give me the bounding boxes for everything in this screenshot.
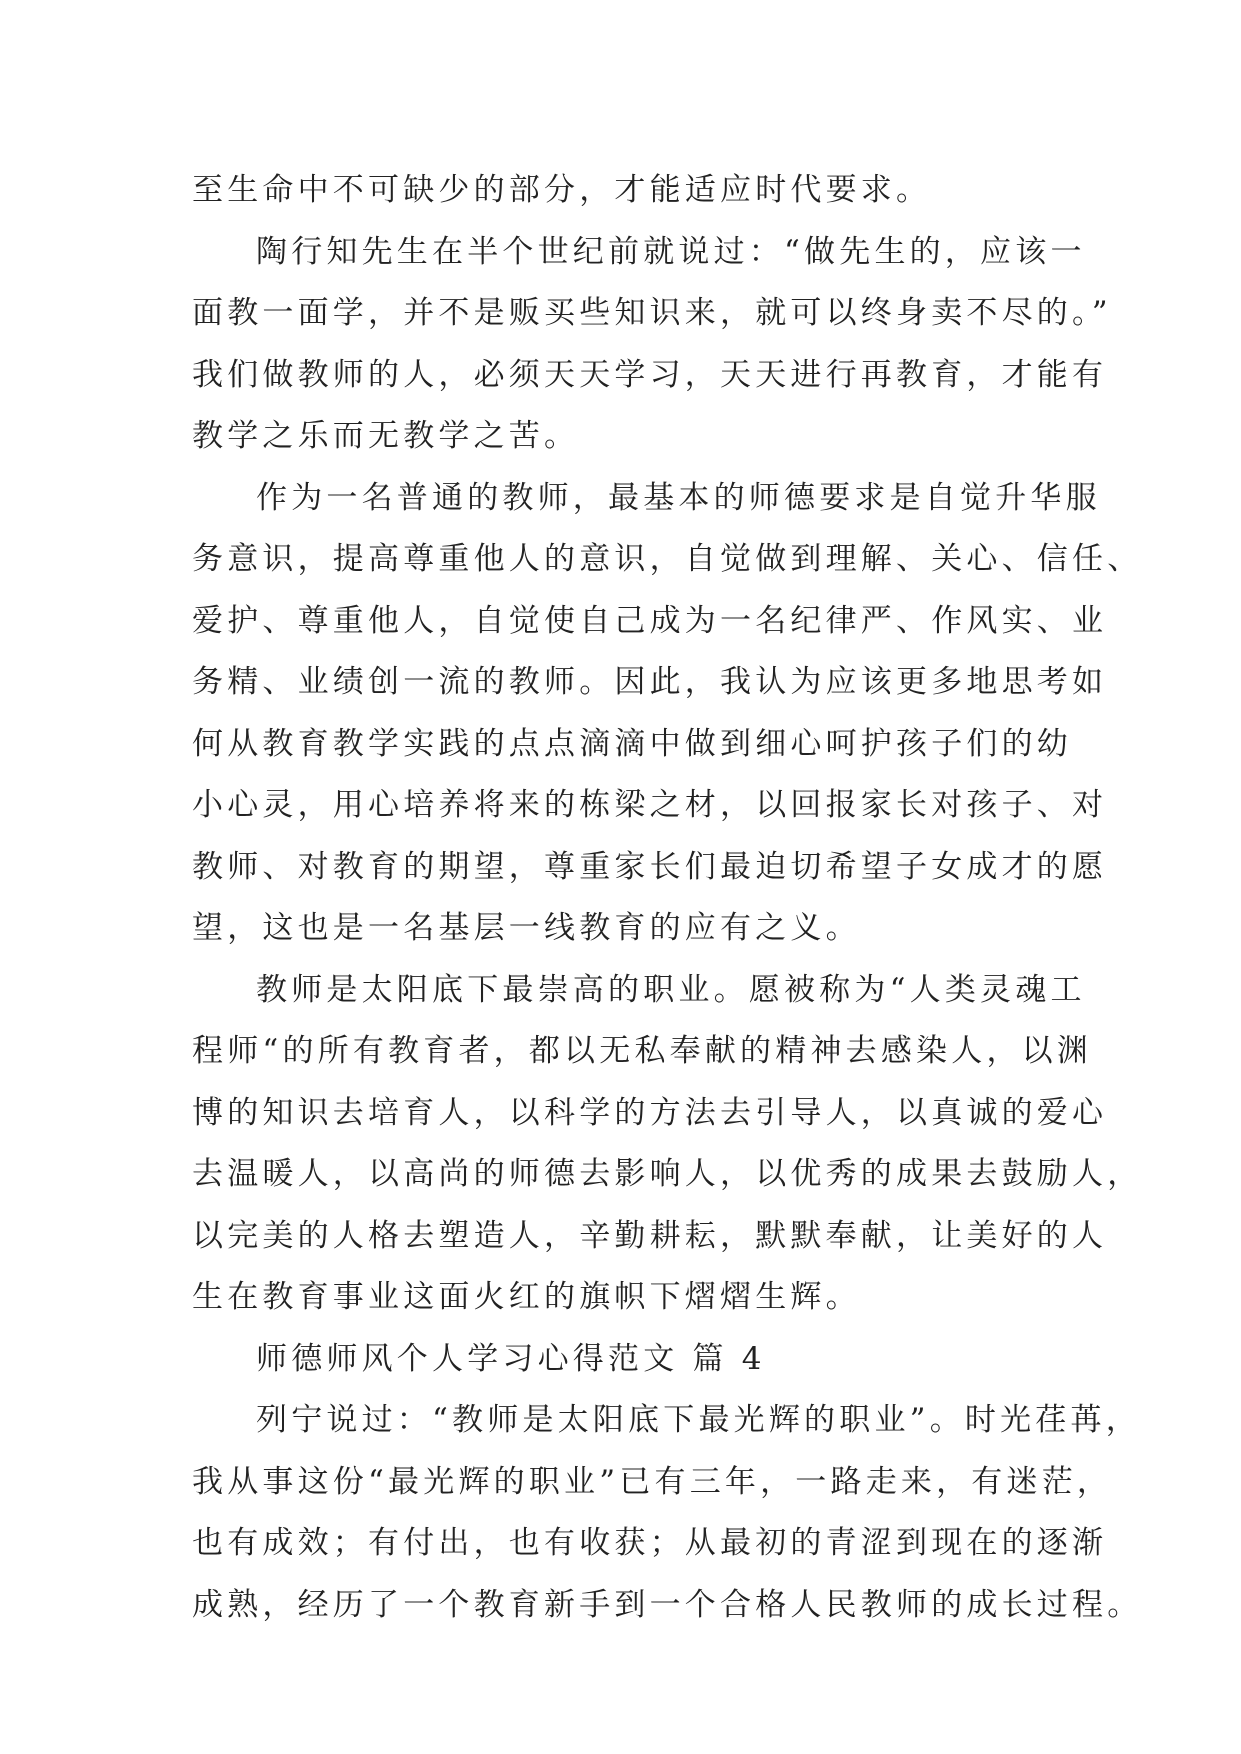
text-line: 作为一名普通的教师，最基本的师德要求是自觉升华服 [256,479,1101,516]
paragraph [192,1390,1143,1636]
text-line: 程师“的所有教育者，都以无私奉献的精神去感染人，以渊 [192,1033,1093,1069]
text-line: 何从教育教学实践的点点滴滴中做到细心呵护孩子们的幼 [192,725,1072,762]
text-line: 小心灵，用心培养将来的栋梁之材，以回报家长对孩子、对 [192,787,1108,823]
text-line: 务意识，提高尊重他人的意识，自觉做到理解、关心、信任、 [192,541,1143,577]
paragraph [192,960,1143,1329]
text-line: 望，这也是一名基层一线教育的应有之义。 [192,910,861,946]
text-line: 教师是太阳底下最崇高的职业。愿被称为“人类灵魂工 [256,971,1086,1008]
text-line: 我从事这份“最光辉的职业”已有三年，一路走来，有迷茫， [192,1463,1113,1500]
paragraph [192,160,1062,222]
text-line: 师德师风个人学习心得范文 篇 4 [256,1340,766,1377]
text-line: 至生命中不可缺少的部分，才能适应时代要求。 [192,172,932,208]
document-body [192,160,1143,1636]
text-line: 博的知识去培育人，以科学的方法去引导人，以真诚的爱心 [192,1094,1108,1131]
text-line: 以完美的人格去塑造人，辛勤耕耘，默默奉献，让美好的人 [192,1217,1108,1254]
text-line: 务精、业绩创一流的教师。因此，我认为应该更多地思考如 [192,664,1108,700]
text-line: 陶行知先生在半个世纪前就说过：“做先生的，应该一 [256,233,1086,270]
text-line: 列宁说过：“教师是太阳底下最光辉的职业”。时光荏苒， [256,1402,1141,1438]
text-line: 也有成效；有付出，也有收获；从最初的青涩到现在的逐渐 [192,1525,1108,1561]
paragraph [192,1329,1062,1391]
text-line: 我们做教师的人，必须天天学习，天天进行再教育，才能有 [192,356,1108,393]
text-line: 教学之乐而无教学之苦。 [192,418,580,454]
paragraph [192,222,1112,468]
text-line: 去温暖人，以高尚的师德去影响人，以优秀的成果去鼓励人， [192,1156,1143,1192]
text-line: 成熟，经历了一个教育新手到一个合格人民教师的成长过程。 [192,1586,1143,1623]
text-line: 教师、对教育的期望，尊重家长们最迫切希望子女成才的愿 [192,848,1108,885]
text-line: 生在教育事业这面火红的旗帜下熠熠生辉。 [192,1279,861,1315]
text-line: 面教一面学，并不是贩买些知识来，就可以终身卖不尽的。” [192,295,1112,331]
text-line: 爱护、尊重他人，自觉使自己成为一名纪律严、作风实、业 [192,602,1108,639]
paragraph [192,468,1143,960]
